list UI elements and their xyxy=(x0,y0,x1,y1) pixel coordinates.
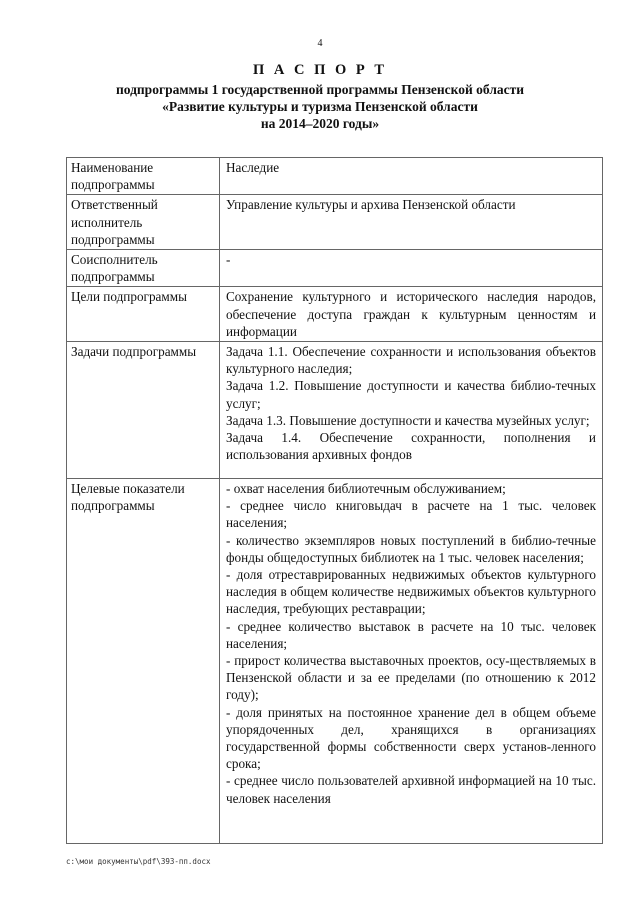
subtitle-line-2: «Развитие культуры и туризма Пензенской области xyxy=(162,99,478,114)
table-row xyxy=(67,250,603,287)
row-value xyxy=(220,195,603,250)
row-value xyxy=(220,158,603,195)
task-item: Задача 1.2. Повышение доступности и качества библио-течных услуг; xyxy=(226,378,596,411)
row-label: Соисполнитель подпрограммы xyxy=(67,250,220,287)
row-label: Ответственный исполнитель подпрограммы xyxy=(67,195,220,250)
table-row xyxy=(67,287,603,342)
subtitle-line-3: на 2014–2020 годы» xyxy=(260,116,380,131)
indicator-item: - прирост количества выставочных проектов, осу-ществляемых в Пензенской области и за ее пределами (по отношению к 2012 году); xyxy=(226,653,596,703)
indicator-item: - среднее число пользователей архивной информацией на 10 тыс. человек населения xyxy=(226,773,596,806)
indicator-item: - доля отреставрированных недвижимых объектов культурного наследия в общем количестве недвижимых объектов культурного наследия, требующих реставрации; xyxy=(226,567,596,617)
indicator-item: - охват населения библиотечным обслуживанием; xyxy=(226,481,506,497)
passport-table xyxy=(66,157,603,844)
row-value xyxy=(220,479,603,844)
row-label: Наименование подпрограммы xyxy=(67,158,220,195)
indicator-item: - количество экземпляров новых поступлений в библио-течные фонды общедоступных библиотек на 1 тыс. человек населения; xyxy=(226,532,596,565)
table-row xyxy=(67,158,603,195)
row-value-line: Сохранение культурного и исторического наследия народов, обеспечение доступа граждан к культурным ценностям и информации xyxy=(226,289,596,339)
page-number: 4 xyxy=(317,38,323,49)
row-label: Цели подпрограммы xyxy=(67,287,220,342)
passport-title: П А С П О Р Т xyxy=(252,62,388,78)
task-item: Задача 1.1. Обеспечение сохранности и использования объектов культурного наследия; xyxy=(226,344,596,377)
row-value-line: Наследие xyxy=(226,160,280,175)
table-row xyxy=(67,195,603,250)
row-value-line: - xyxy=(226,252,231,268)
indicator-item: - среднее число книговыдач в расчете на 1 тыс. человек населения; xyxy=(226,498,596,531)
row-value xyxy=(220,250,603,287)
document-heading xyxy=(40,62,600,132)
row-label: Задачи подпрограммы xyxy=(67,342,220,479)
indicator-item: - среднее количество выставок в расчете на 10 тыс. человек населения; xyxy=(226,618,596,651)
file-path-footer: c:\мои документы\pdf\393-пп.docx xyxy=(66,857,211,866)
row-value xyxy=(220,342,603,479)
table-row xyxy=(67,342,603,479)
table-row xyxy=(67,479,603,844)
task-item: Задача 1.3. Повышение доступности и качества музейных услуг; xyxy=(226,412,590,428)
indicator-item: - доля принятых на постоянное хранение дел в общем объеме упорядоченных дел, хранящихся в организациях государственной формы собственности сверх установ-ленного срока; xyxy=(226,704,596,772)
row-label: Целевые показатели подпрограммы xyxy=(67,479,220,844)
row-value-line: Управление культуры и архива Пензенской области xyxy=(226,197,516,213)
row-value xyxy=(220,287,603,342)
task-item: Задача 1.4. Обеспечение сохранности, пополнения и использования архивных фондов xyxy=(226,430,596,463)
subtitle-line-1: подпрограммы 1 государственной программы Пензенской области xyxy=(115,82,525,97)
